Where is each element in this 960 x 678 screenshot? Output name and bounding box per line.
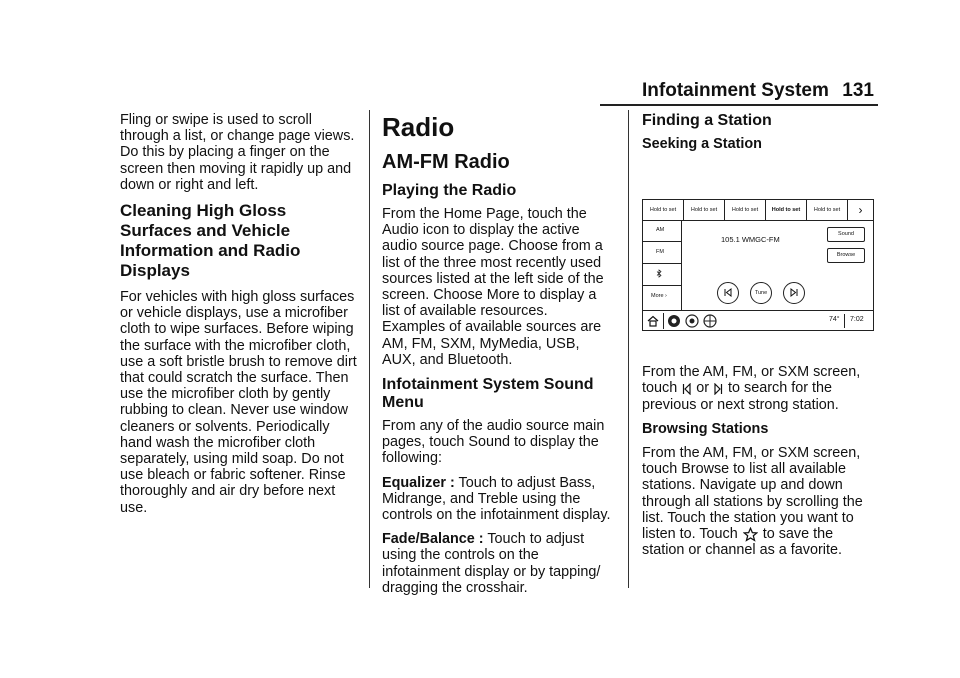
browse-text-1: From the AM, FM, or SXM screen, touch Browse to list all available stations. Navigate up and down through all stations by scrolling the list. Touch the station you want to listen to. Touch: [642, 445, 863, 543]
seek-text-1: From the AM, FM, or SXM screen, touch: [642, 364, 861, 397]
preset-1[interactable]: Hold to set: [643, 200, 684, 220]
page-header: [600, 80, 878, 102]
chevron-right-icon[interactable]: ›: [858, 203, 863, 217]
browsing-heading: Browsing Stations: [642, 420, 769, 437]
finding-heading: Finding a Station: [642, 112, 772, 129]
column-divider-1: [369, 110, 370, 588]
seek-forward-icon: [714, 383, 723, 395]
tune-button[interactable]: Tune: [750, 282, 772, 304]
radio-heading: Radio: [382, 112, 455, 142]
fade-balance-text: Touch to adjust using the controls on the infotainment display or by tapping/ dragging the crosshair.: [382, 531, 601, 596]
seek-forward-button[interactable]: [783, 282, 805, 304]
preset-5[interactable]: Hold to set: [807, 200, 848, 220]
bluetooth-icon[interactable]: [643, 264, 681, 286]
preset-3[interactable]: Hold to set: [725, 200, 766, 220]
source-more-label: More: [651, 293, 664, 299]
phone-app-icon[interactable]: [685, 314, 699, 328]
sound-paragraph: From any of the audio source main pages, touch Sound to display the following:: [382, 418, 605, 467]
seek-back-button[interactable]: [717, 282, 739, 304]
page-number: 131: [842, 80, 874, 101]
preset-2[interactable]: Hold to set: [684, 200, 725, 220]
seek-back-icon: [682, 383, 691, 395]
fade-balance-label: Fade/Balance :: [382, 531, 484, 548]
clock: 7:02: [850, 316, 864, 323]
home-icon[interactable]: [647, 315, 659, 327]
status-bar: [643, 310, 873, 331]
equalizer-text: Touch to adjust Bass, Midrange, and Treble using the controls on the infotainment display.: [382, 474, 611, 524]
sound-menu-heading: Infotainment System Sound Menu: [382, 376, 594, 412]
browse-button[interactable]: Browse: [827, 248, 865, 263]
column-3: [642, 112, 878, 566]
fling-paragraph: Fling or swipe is used to scroll through a list, or change page views. Do this by placing a finger on the screen then moving it rapidly up and down or right and left.: [120, 112, 355, 193]
radio-screen: [642, 199, 874, 331]
column-divider-2: [628, 110, 629, 588]
equalizer-item: [382, 475, 614, 524]
playing-heading: Playing the Radio: [382, 182, 517, 199]
sound-button[interactable]: Sound: [827, 227, 865, 242]
source-more[interactable]: More ›: [651, 293, 667, 299]
status-divider: [663, 313, 664, 329]
source-list: [643, 220, 682, 310]
audio-app-icon[interactable]: [667, 314, 681, 328]
favorite-star-icon: [743, 527, 758, 542]
cleaning-heading: Cleaning High Gloss Surfaces and Vehicle Information and Radio Displays: [120, 201, 301, 281]
seeking-heading: Seeking a Station: [642, 136, 762, 152]
seek-text-2: to search for the previous or next strong station.: [642, 380, 839, 413]
header-rule: [600, 104, 878, 106]
equalizer-label: Equalizer :: [382, 474, 455, 491]
playing-paragraph: From the Home Page, touch the Audio icon to display the active audio source page. Choose from a list of the three most recently used sources listed at the left side of the screen. Choose More to display a list of available resources. Examples of available sources are AM, FM, SXM, MyMedia, USB, AUX, and Bluetooth.: [382, 206, 604, 368]
status-divider-2: [844, 314, 845, 328]
section-title: Infotainment System: [642, 80, 829, 101]
fade-balance-item: [382, 531, 614, 596]
seek-paragraph: [642, 364, 878, 413]
nav-app-icon[interactable]: [703, 314, 717, 328]
preset-bar: [643, 200, 873, 221]
source-fm[interactable]: FM: [643, 242, 681, 264]
seek-text-or: or: [696, 380, 710, 397]
browse-text-2: to save the station or channel as a favorite.: [642, 526, 842, 559]
station-name: 105.1 WMGC-FM: [721, 235, 780, 244]
amfm-heading: AM-FM Radio: [382, 151, 510, 173]
browse-paragraph: [642, 445, 878, 558]
column-2: [382, 112, 614, 604]
source-am[interactable]: AM: [643, 220, 681, 242]
cleaning-paragraph: For vehicles with high gloss surfaces or vehicle displays, use a microfiber cloth to wipe surfaces. Before wiping the surface with the microfiber cloth, use a soft bristle brush to remove dirt that could scratch the surface. Then use the microfiber cloth by gently rubbing to clean. Never use window cleaners or solvents. Periodically hand wash the microfiber cloth separately, using mild soap. Do not use bleach or fabric softener. Rinse thoroughly and air dry before next use.: [120, 289, 357, 516]
preset-4[interactable]: Hold to set: [766, 200, 807, 220]
temperature: 74°: [829, 316, 840, 323]
column-1: [120, 112, 360, 524]
